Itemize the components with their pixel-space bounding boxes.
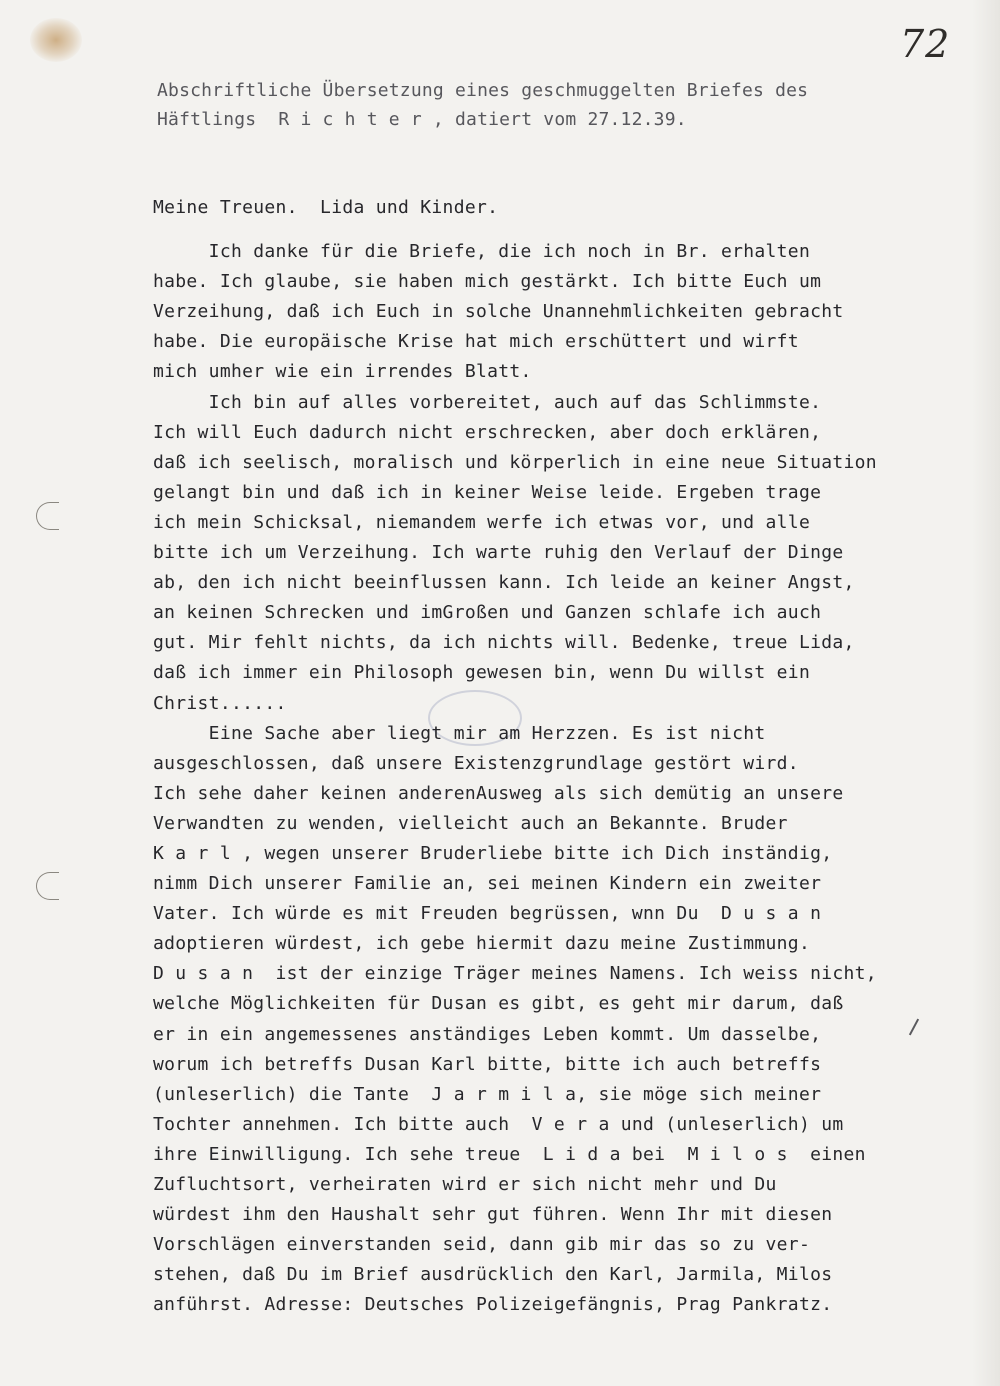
text-line: welche Möglichkeiten für Dusan es gibt, es geht mir darum, daß bbox=[153, 993, 844, 1015]
text-line: Zufluchtsort, verheiraten wird er sich nicht mehr und Du bbox=[153, 1174, 777, 1195]
salutation: Meine Treuen. Lida und Kinder. bbox=[153, 197, 499, 218]
text-line: Verzeihung, daß ich Euch in solche Unannehmlichkeiten gebracht bbox=[153, 301, 844, 323]
text-line: D u s a n ist der einzige Träger meines Namens. Ich weiss nicht, bbox=[153, 963, 877, 985]
text-line: ich mein Schicksal, niemandem werfe ich etwas vor, und alle bbox=[153, 511, 811, 533]
text-line: (unleserlich) die Tante J a r m i l a, sie möge sich meiner bbox=[153, 1083, 822, 1105]
text-line: Tochter annehmen. Ich bitte auch V e r a und (unleserlich) um bbox=[153, 1113, 844, 1135]
text-line: gelangt bin und daß ich in keiner Weise leide. Ergeben trage bbox=[153, 481, 822, 503]
text-line: nimm Dich unserer Familie an, sei meinen Kindern ein zweiter bbox=[153, 873, 822, 895]
rust-stain bbox=[30, 18, 82, 62]
text-line: Ich danke für die Briefe, die ich noch in Br. erhalten bbox=[153, 241, 811, 263]
text-line: Eine Sache aber liegt mir am Herzzen. Es ist nicht bbox=[153, 722, 766, 744]
punch-hole-lower bbox=[36, 872, 59, 900]
document-heading bbox=[157, 76, 957, 134]
text-line: stehen, daß Du im Brief ausdrücklich den Karl, Jarmila, Milos bbox=[153, 1264, 833, 1286]
text-line: Christ...... bbox=[153, 692, 287, 714]
text-line: bitte ich um Verzeihung. Ich warte ruhig den Verlauf der Dinge bbox=[153, 542, 844, 564]
heading-line: Häftlings R i c h t e r , datiert vom 27.12.39. bbox=[157, 109, 687, 130]
text-line: habe. Ich glaube, sie haben mich gestärkt. Ich bitte Euch um bbox=[153, 271, 822, 293]
page-number: 72 bbox=[900, 22, 951, 66]
punch-hole-upper bbox=[36, 502, 59, 530]
heading-line: Abschriftliche Übersetzung eines geschmuggelten Briefes des bbox=[157, 80, 809, 101]
letter-body bbox=[153, 193, 963, 1320]
text-line: Ich sehe daher keinen anderenAusweg als sich demütig an unsere bbox=[153, 782, 844, 804]
text-line: Ich will Euch dadurch nicht erschrecken, aber doch erklären, bbox=[153, 421, 822, 443]
text-line: mich umher wie ein irrendes Blatt. bbox=[153, 361, 532, 383]
text-line: adoptieren würdest, ich gebe hiermit dazu meine Zustimmung. bbox=[153, 933, 811, 955]
text-line: ihre Einwilligung. Ich sehe treue L i d a bei M i l o s einen bbox=[153, 1143, 866, 1165]
text-line: Vorschlägen einverstanden seid, dann gib mir das so zu ver- bbox=[153, 1234, 811, 1256]
text-line: daß ich immer ein Philosoph gewesen bin, wenn Du willst ein bbox=[153, 662, 811, 684]
text-line: daß ich seelisch, moralisch und körperlich in eine neue Situation bbox=[153, 451, 877, 473]
text-line: ausgeschlossen, daß unsere Existenzgrundlage gestört wird. bbox=[153, 752, 799, 774]
text-line: habe. Die europäische Krise hat mich erschüttert und wirft bbox=[153, 331, 799, 353]
text-line: gut. Mir fehlt nichts, da ich nichts will. Bedenke, treue Lida, bbox=[153, 632, 855, 654]
text-line: Ich bin auf alles vorbereitet, auch auf das Schlimmste. bbox=[153, 391, 822, 413]
text-line: Verwandten zu wenden, vielleicht auch an Bekannte. Bruder bbox=[153, 812, 788, 834]
text-line: anführst. Adresse: Deutsches Polizeigefängnis, Prag Pankratz. bbox=[153, 1294, 833, 1316]
text-line: er in ein angemessenes anständiges Leben kommt. Um dasselbe, bbox=[153, 1023, 822, 1045]
text-line: ab, den ich nicht beeinflussen kann. Ich leide an keiner Angst, bbox=[153, 572, 855, 594]
text-line: Vater. Ich würde es mit Freuden begrüssen, wnn Du D u s a n bbox=[153, 903, 822, 925]
text-line: würdest ihm den Haushalt sehr gut führen. Wenn Ihr mit diesen bbox=[153, 1204, 833, 1226]
text-line: an keinen Schrecken und imGroßen und Ganzen schlafe ich auch bbox=[153, 602, 822, 624]
text-line: worum ich betreffs Dusan Karl bitte, bitte ich auch betreffs bbox=[153, 1053, 822, 1075]
text-line: K a r l , wegen unserer Bruderliebe bitte ich Dich inständig, bbox=[153, 842, 833, 864]
